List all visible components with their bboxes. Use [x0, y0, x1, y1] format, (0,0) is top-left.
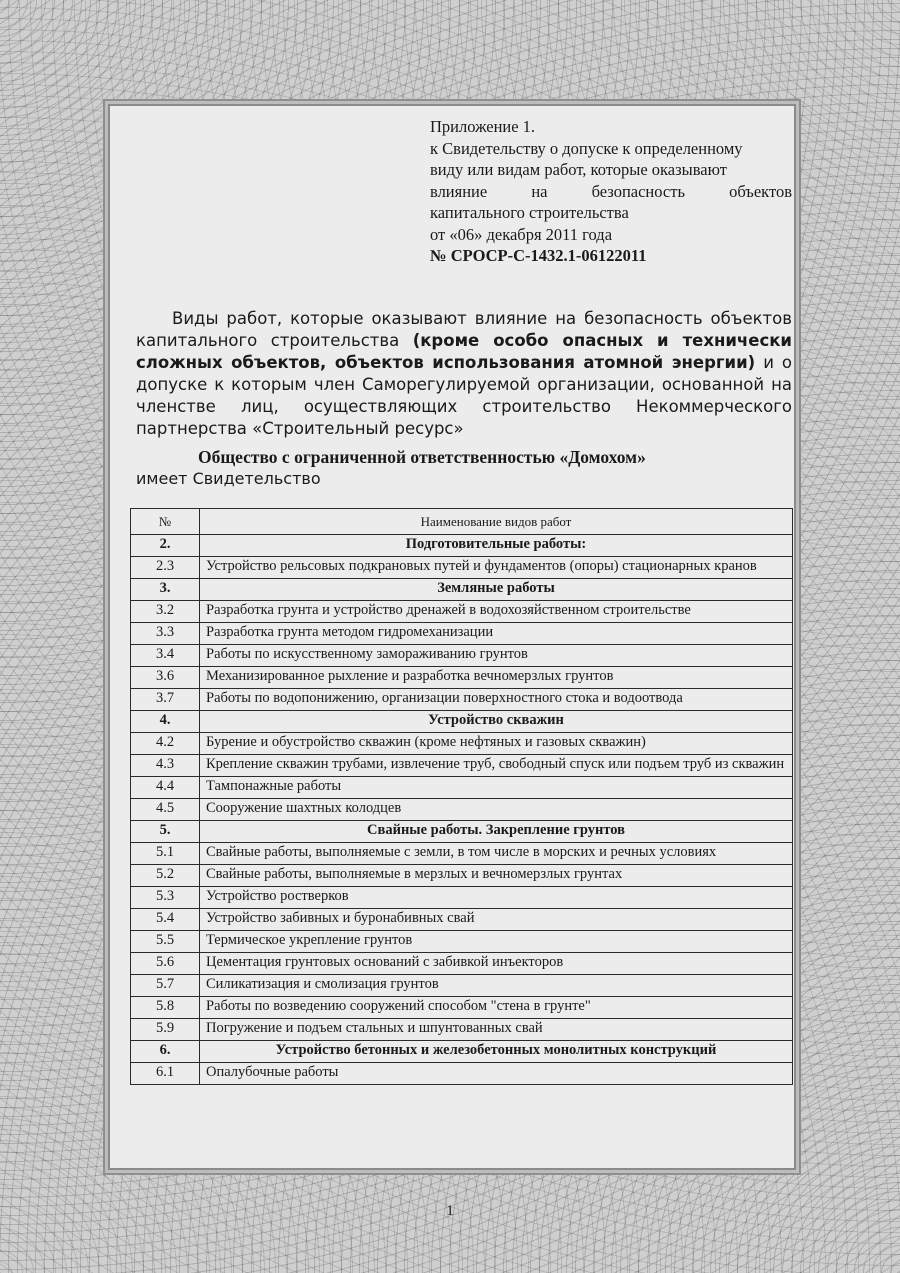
- intro-paragraph: [136, 308, 792, 440]
- row-number: 5.1: [131, 843, 200, 865]
- work-name: Свайные работы, выполняемые в мерзлых и вечномерзлых грунтах: [200, 865, 793, 887]
- annex-line: виду или видам работ, которые оказывают: [430, 160, 727, 179]
- row-number: 5.7: [131, 975, 200, 997]
- works-table: [130, 508, 793, 1085]
- table-row: [131, 557, 793, 579]
- row-number: 5.6: [131, 953, 200, 975]
- organization-name: Общество с ограниченной ответственностью «Домохом»: [198, 447, 646, 467]
- row-number: 2.: [131, 535, 200, 557]
- table-row: [131, 887, 793, 909]
- row-number: 5.4: [131, 909, 200, 931]
- table-row: [131, 623, 793, 645]
- work-name: Работы по искусственному замораживанию грунтов: [200, 645, 793, 667]
- work-name: Устройство ростверков: [200, 887, 793, 909]
- row-number: 5.8: [131, 997, 200, 1019]
- row-number: 6.: [131, 1041, 200, 1063]
- section-title: Устройство скважин: [200, 711, 793, 733]
- annex-line: от «06» декабря 2011 года: [430, 224, 613, 244]
- work-name: Сооружение шахтных колодцев: [200, 799, 793, 821]
- work-name: Механизированное рыхление и разработка вечномерзлых грунтов: [200, 667, 793, 689]
- page-number: 1: [446, 1203, 454, 1219]
- row-number: 3.7: [131, 689, 200, 711]
- work-name: Силикатизация и смолизация грунтов: [200, 975, 793, 997]
- row-number: 4.4: [131, 777, 200, 799]
- table-row: [131, 689, 793, 711]
- row-number: 3.4: [131, 645, 200, 667]
- work-name: Цементация грунтовых оснований с забивкой инъекторов: [200, 953, 793, 975]
- row-number: 5.: [131, 821, 200, 843]
- table-row: [131, 733, 793, 755]
- intro-text-tail: и о допуске к которым член Саморегулируемой организации, основанной на членстве лиц, осуществляющих строительство Некоммерческого партнерства «Строительный ресурс»: [136, 353, 792, 438]
- row-number: 4.: [131, 711, 200, 733]
- work-name: Погружение и подъем стальных и шпунтованных свай: [200, 1019, 793, 1041]
- annex-line: к Свидетельству о допуске к определенному: [430, 138, 743, 158]
- table-row: [131, 1063, 793, 1085]
- annex-line: Приложение 1.: [430, 117, 536, 136]
- section-title: Земляные работы: [200, 579, 793, 601]
- table-row: [131, 975, 793, 997]
- annex-line: капитального строительства: [430, 203, 629, 222]
- work-name: Свайные работы, выполняемые с земли, в том числе в морских и речных условиях: [200, 843, 793, 865]
- work-name: Работы по возведению сооружений способом "стена в грунте": [200, 997, 793, 1019]
- table-section-row: [131, 821, 793, 843]
- table-row: [131, 755, 793, 777]
- row-number: 2.3: [131, 557, 200, 579]
- row-number: 5.5: [131, 931, 200, 953]
- table-row: [131, 799, 793, 821]
- row-number: 4.3: [131, 755, 200, 777]
- work-name: Крепление скважин трубами, извлечение труб, свободный спуск или подъем труб из скважин: [200, 755, 793, 777]
- work-name: Разработка грунта методом гидромеханизации: [200, 623, 793, 645]
- row-number: 4.2: [131, 733, 200, 755]
- intro-text: Виды работ, которые оказывают влияние на безопасность объектов капитального строительства: [136, 309, 792, 350]
- header-work-name: Наименование видов работ: [200, 509, 793, 535]
- table-row: [131, 997, 793, 1019]
- table-row: [131, 931, 793, 953]
- work-name: Термическое укрепление грунтов: [200, 931, 793, 953]
- section-title: Подготовительные работы:: [200, 535, 793, 557]
- row-number: 4.5: [131, 799, 200, 821]
- table-header-row: [131, 509, 793, 535]
- row-number: 5.9: [131, 1019, 200, 1041]
- has-certificate-text: имеет Свидетельство: [136, 469, 321, 488]
- work-name: Устройство забивных и буронабивных свай: [200, 909, 793, 931]
- work-name: Работы по водопонижению, организации поверхностного стока и водоотвода: [200, 689, 793, 711]
- certificate-number: № СРОСР-С-1432.1-06122011: [430, 246, 647, 265]
- table-row: [131, 667, 793, 689]
- table-section-row: [131, 711, 793, 733]
- table-section-row: [131, 1041, 793, 1063]
- work-name: Тампонажные работы: [200, 777, 793, 799]
- work-name: Устройство рельсовых подкрановых путей и фундаментов (опоры) стационарных кранов: [200, 557, 793, 579]
- row-number: 3.2: [131, 601, 200, 623]
- row-number: 6.1: [131, 1063, 200, 1085]
- row-number: 5.3: [131, 887, 200, 909]
- row-number: 3.6: [131, 667, 200, 689]
- header-number: №: [131, 509, 200, 535]
- section-title: Свайные работы. Закрепление грунтов: [200, 821, 793, 843]
- table-row: [131, 645, 793, 667]
- row-number: 5.2: [131, 865, 200, 887]
- work-name: Бурение и обустройство скважин (кроме нефтяных и газовых скважин): [200, 733, 793, 755]
- section-title: Устройство бетонных и железобетонных монолитных конструкций: [200, 1041, 793, 1063]
- table-section-row: [131, 579, 793, 601]
- work-name: Опалубочные работы: [200, 1063, 793, 1085]
- organization-block: [136, 446, 792, 490]
- work-name: Разработка грунта и устройство дренажей в водохозяйственном строительстве: [200, 601, 793, 623]
- table-row: [131, 953, 793, 975]
- table-row: [131, 601, 793, 623]
- table-row: [131, 777, 793, 799]
- row-number: 3.3: [131, 623, 200, 645]
- table-row: [131, 909, 793, 931]
- table-row: [131, 843, 793, 865]
- table-section-row: [131, 535, 793, 557]
- table-row: [131, 865, 793, 887]
- annex-header: [430, 116, 792, 267]
- intro-bold-text: (кроме особо опасных и технически сложных объектов, объектов использования атомной энергии): [136, 331, 792, 372]
- table-row: [131, 1019, 793, 1041]
- annex-line: влияние на безопасность объектов: [430, 181, 792, 201]
- row-number: 3.: [131, 579, 200, 601]
